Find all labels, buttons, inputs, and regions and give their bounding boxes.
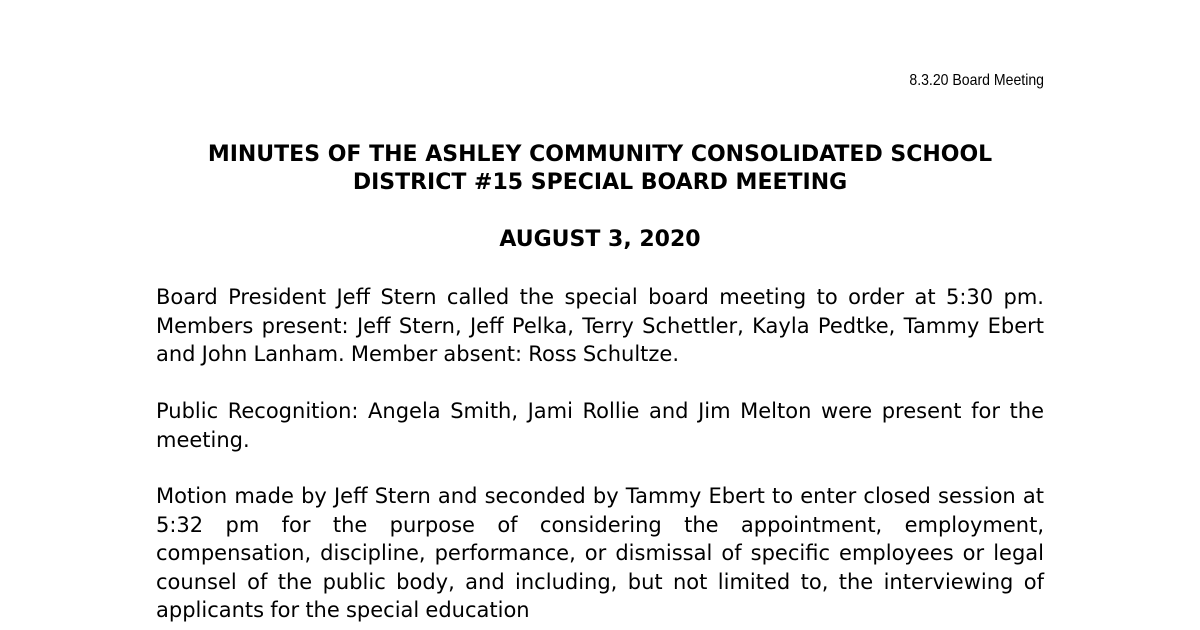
paragraph-public-recognition: Public Recognition: Angela Smith, Jami Rollie and Jim Melton were present for the meeting. (156, 399, 1044, 452)
paragraph-closed-session-motion: Motion made by Jeff Stern and seconded by Tammy Ebert to enter closed session at 5:32 pm for the purpose of considering the appointment, employment, compensation, discipline, performance, or dismissal of specific employees or legal counsel of the public body, and including, but not limited to, the interviewing of applicants for the special education (156, 484, 1044, 622)
document-title: MINUTES OF THE ASHLEY COMMUNITY CONSOLIDATED SCHOOL DISTRICT #15 SPECIAL BOARD MEETING (207, 142, 993, 195)
document-header-label: 8.3.20 Board Meeting (909, 72, 1044, 89)
meeting-date: AUGUST 3, 2020 (499, 227, 701, 252)
paragraph-call-to-order: Board President Jeff Stern called the special board meeting to order at 5:30 pm. Members present: Jeff Stern, Jeff Pelka, Terry Schettler, Kayla Pedtke, Tammy Ebert and John Lanham. Member absent: Ross Schultze. (156, 285, 1044, 366)
